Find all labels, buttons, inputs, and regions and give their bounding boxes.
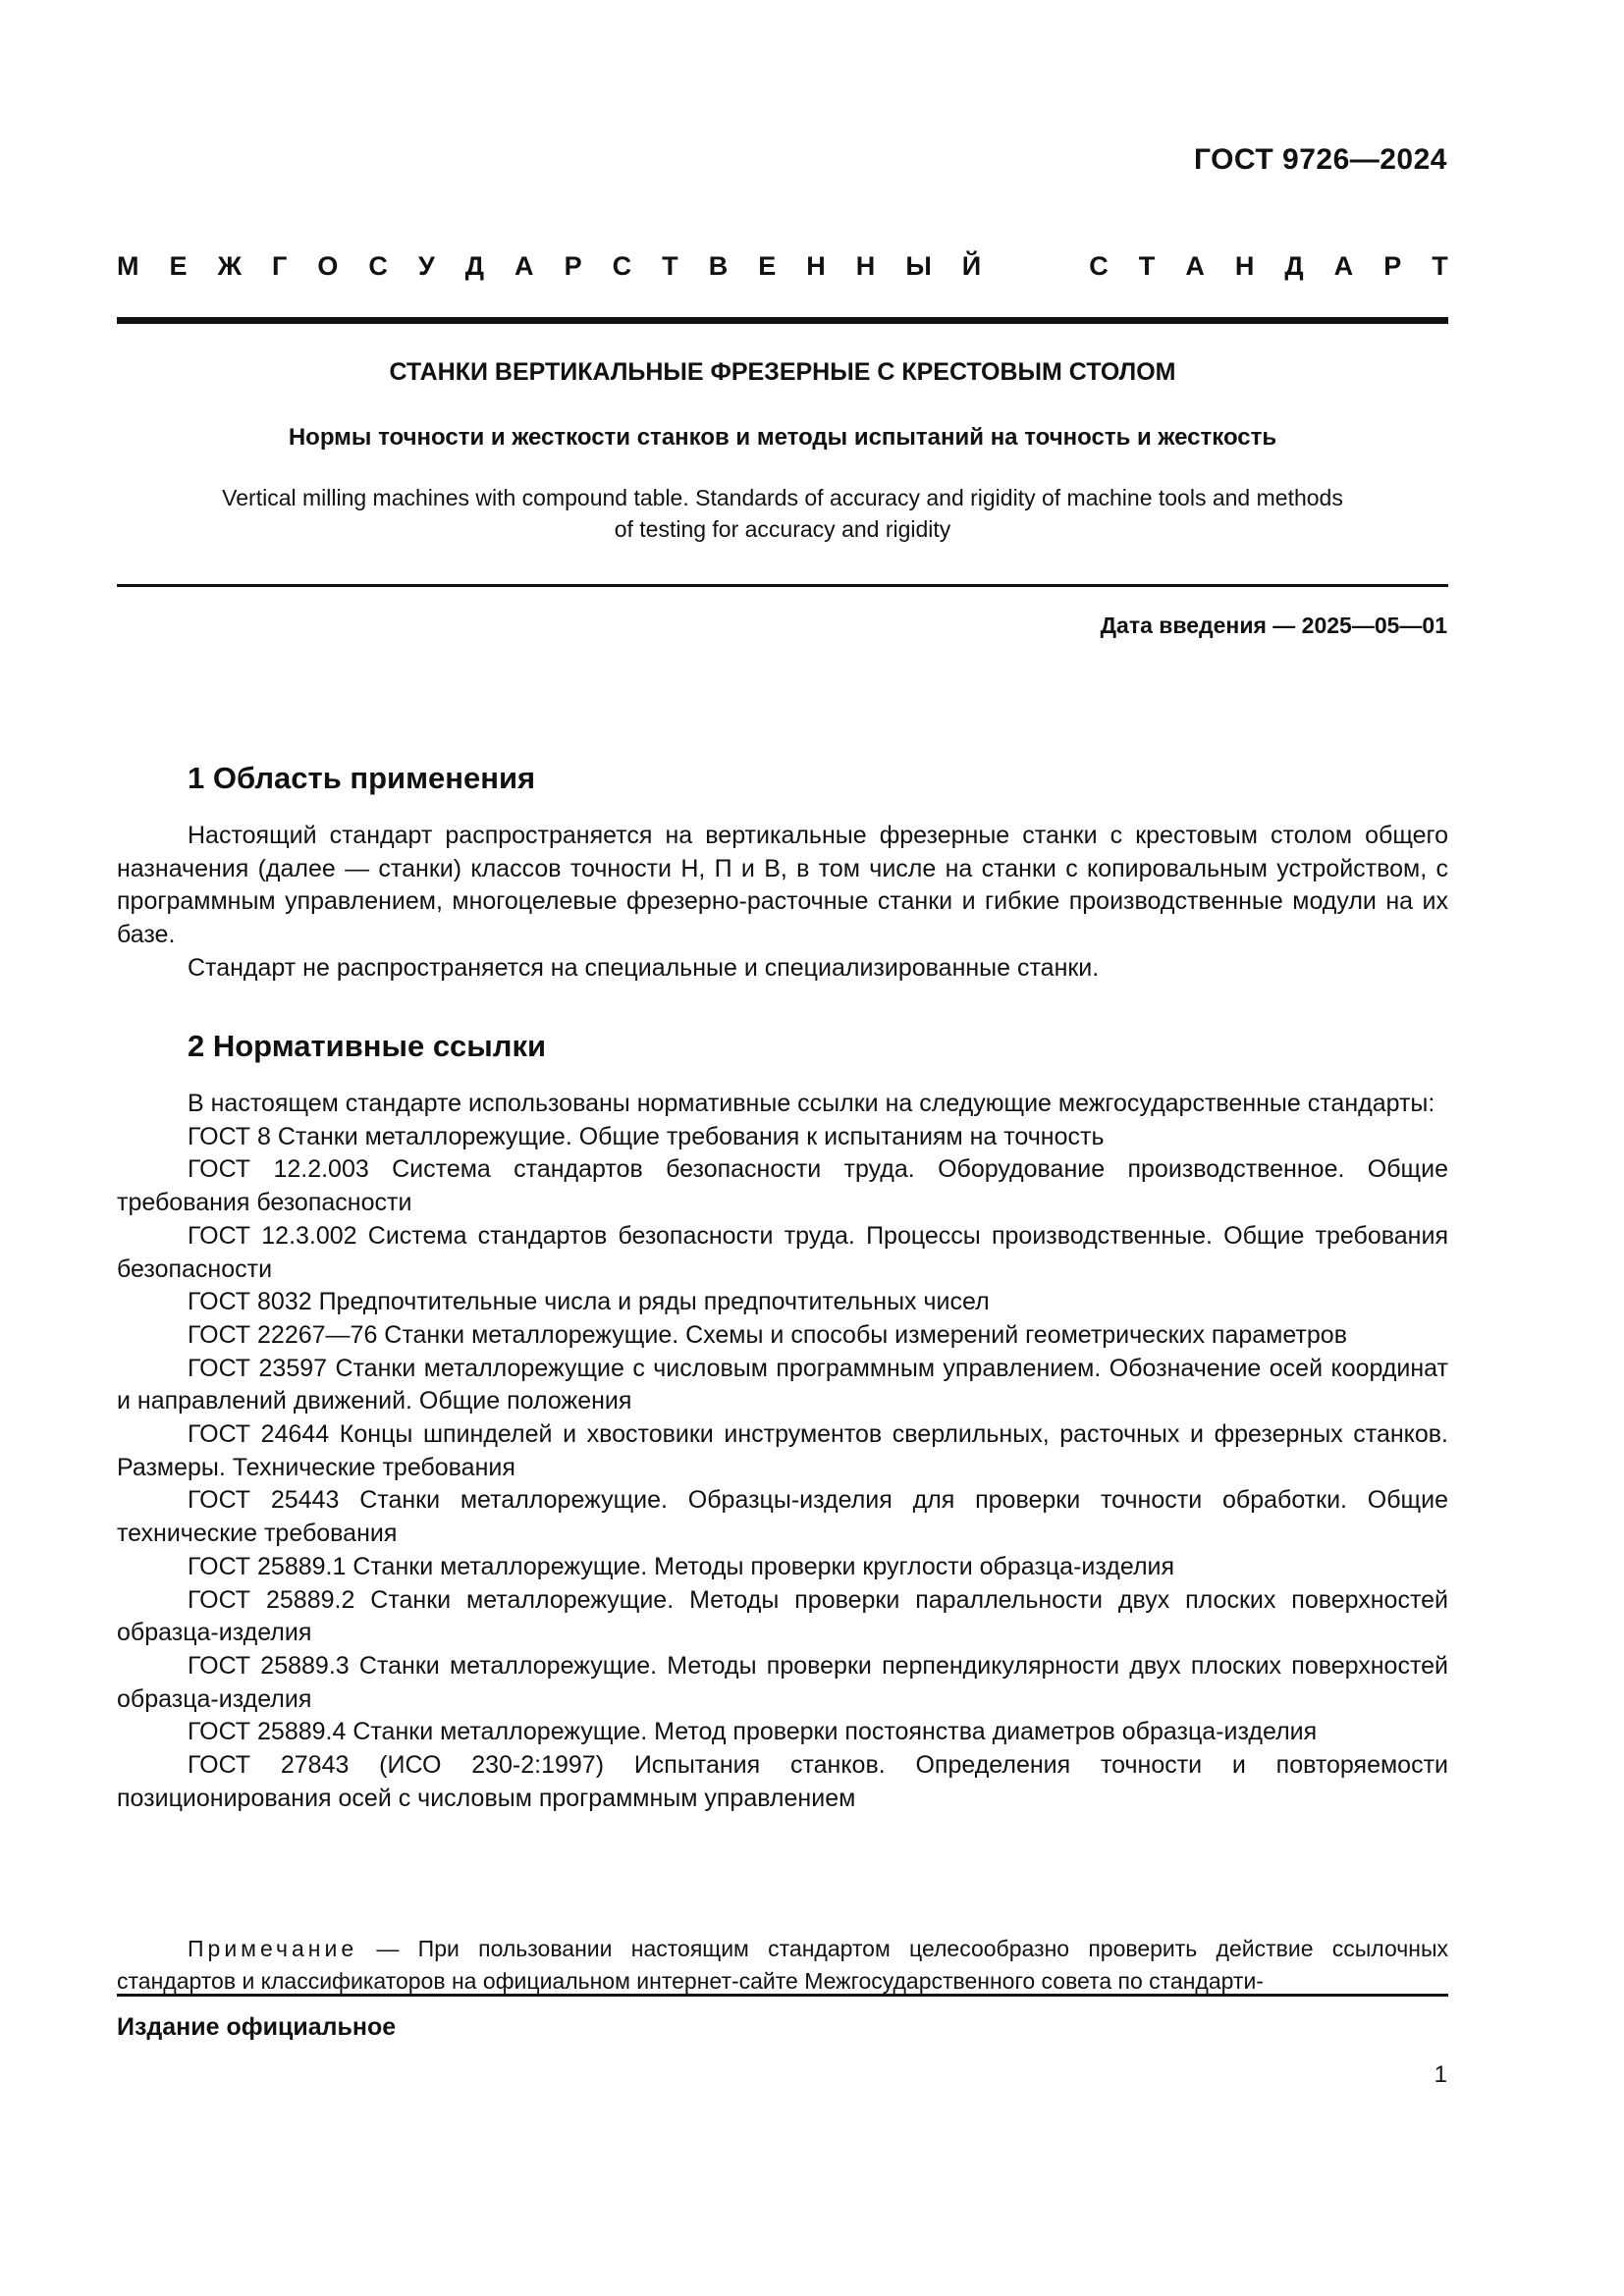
reference-item: ГОСТ 25889.4 Станки металлорежущие. Метод проверки постоянства диаметров образца-изделия <box>188 1718 1318 1746</box>
header-letter: М <box>117 251 139 281</box>
header-letter: Н <box>1234 251 1255 281</box>
official-edition-label: Издание официальное <box>117 2013 397 2041</box>
english-title-line1: Vertical milling machines with compound table. Standards of accuracy and rigidity of machine tools and methods <box>222 485 1343 510</box>
header-letter: Е <box>758 251 777 281</box>
document-title: СТАНКИ ВЕРТИКАЛЬНЫЕ ФРЕЗЕРНЫЕ С КРЕСТОВЫМ СТОЛОМ <box>389 358 1176 386</box>
section-2-intro: В настоящем стандарте использованы нормативные ссылки на следующие межгосударственные стандарты: <box>188 1090 1435 1117</box>
header-letter: Ы <box>905 251 932 281</box>
header-letter: Н <box>806 251 826 281</box>
introduction-date: Дата введения — 2025—05—01 <box>1100 613 1447 638</box>
document-subtitle: Нормы точности и жесткости станков и методы испытаний на точность и жесткость <box>288 424 1277 451</box>
reference-item: ГОСТ 27843 (ИСО 230-2:1997) Испытания станков. Определения точности и повторяемости позиционирования осей с числовым программным управлением <box>117 1751 1448 1812</box>
header-letter: Р <box>564 251 582 281</box>
header-letter: С <box>368 251 388 281</box>
header-letter: Г <box>272 251 288 281</box>
reference-item: ГОСТ 25889.3 Станки металлорежущие. Методы проверки перпендикулярности двух плоских поверхностей образца-изделия <box>117 1651 1448 1713</box>
reference-item: ГОСТ 12.2.003 Система стандартов безопасности труда. Оборудование производственное. Общие требования безопасности <box>117 1155 1448 1217</box>
header-letter: А <box>1333 251 1354 281</box>
section-1-body <box>117 820 1448 986</box>
header-letter: Н <box>855 251 876 281</box>
header-letter: Т <box>1138 251 1156 281</box>
header-letter: Е <box>169 251 188 281</box>
section-1-heading: 1 Область применения <box>188 761 536 795</box>
header-letter: Д <box>464 251 485 281</box>
reference-item: ГОСТ 12.3.002 Система стандартов безопасности труда. Процессы производственные. Общие требования безопасности <box>117 1221 1448 1283</box>
header-letter: Ж <box>217 251 242 281</box>
header-letter: А <box>1185 251 1205 281</box>
section-2-body <box>117 1088 1448 1815</box>
note-label: Примечание <box>188 1936 358 1961</box>
reference-item: ГОСТ 22267—76 Станки металлорежущие. Схемы и способы измерений геометрических параметров <box>188 1320 1347 1349</box>
note <box>117 1933 1448 1998</box>
section-1-paragraph: Настоящий стандарт распространяется на вертикальные фрезерные станки с крестовым столом общего назначения (далее — станки) классов точности Н, П и В, в том числе на станки с копировальным устройством, с программным управлением, многоцелевые фрезерно-расточные станки и гибкие производственные модули на их базе. <box>117 822 1448 949</box>
header-letter: Т <box>662 251 678 281</box>
header-letter: Р <box>1383 251 1402 281</box>
title-rule <box>117 584 1448 587</box>
reference-item: ГОСТ 24644 Концы шпинделей и хвостовики инструментов сверлильных, расточных и фрезерных станков. Размеры. Технические требования <box>117 1420 1448 1481</box>
page-number: 1 <box>1434 2061 1447 2088</box>
reference-item: ГОСТ 25889.2 Станки металлорежущие. Методы проверки параллельности двух плоских поверхностей образца-изделия <box>117 1585 1448 1647</box>
english-title-line2: of testing for accuracy and rigidity <box>614 516 951 542</box>
section-2-heading: 2 Нормативные ссылки <box>188 1029 547 1063</box>
header-letter: С <box>612 251 632 281</box>
note-text: — При пользовании настоящим стандартом целесообразно проверить действие ссылочных стандартов и классификаторов на официальном интернет-сайте Межгосударственного совета по стандарти- <box>117 1936 1448 1994</box>
header-letter: У <box>417 251 435 281</box>
interstate-standard-header <box>117 251 1448 282</box>
header-letter: Д <box>1284 251 1304 281</box>
header-letter: Т <box>1432 251 1448 281</box>
document-number: ГОСТ 9726—2024 <box>1193 143 1447 176</box>
english-title <box>157 482 1408 545</box>
header-letter: Й <box>961 251 982 281</box>
reference-item: ГОСТ 25889.1 Станки металлорежущие. Методы проверки круглости образца-изделия <box>188 1552 1175 1580</box>
header-letter: В <box>708 251 729 281</box>
header-word-gap <box>1011 251 1058 282</box>
section-1-paragraph: Стандарт не распространяется на специальные и специализированные станки. <box>188 953 1100 982</box>
header-letter: О <box>317 251 339 281</box>
header-letter: С <box>1089 251 1109 281</box>
header-thick-rule <box>117 317 1448 324</box>
header-letter: А <box>514 251 534 281</box>
reference-item: ГОСТ 8 Станки металлорежущие. Общие требования к испытаниям на точность <box>188 1122 1105 1150</box>
reference-item: ГОСТ 25443 Станки металлорежущие. Образцы-изделия для проверки точности обработки. Общие технические требования <box>117 1486 1448 1548</box>
footer-rule <box>117 1994 1448 1997</box>
reference-item: ГОСТ 23597 Станки металлорежущие с числовым программным управлением. Обозначение осей координат и направлений движений. Общие положения <box>117 1354 1448 1415</box>
reference-item: ГОСТ 8032 Предпочтительные числа и ряды предпочтительных чисел <box>188 1288 990 1316</box>
